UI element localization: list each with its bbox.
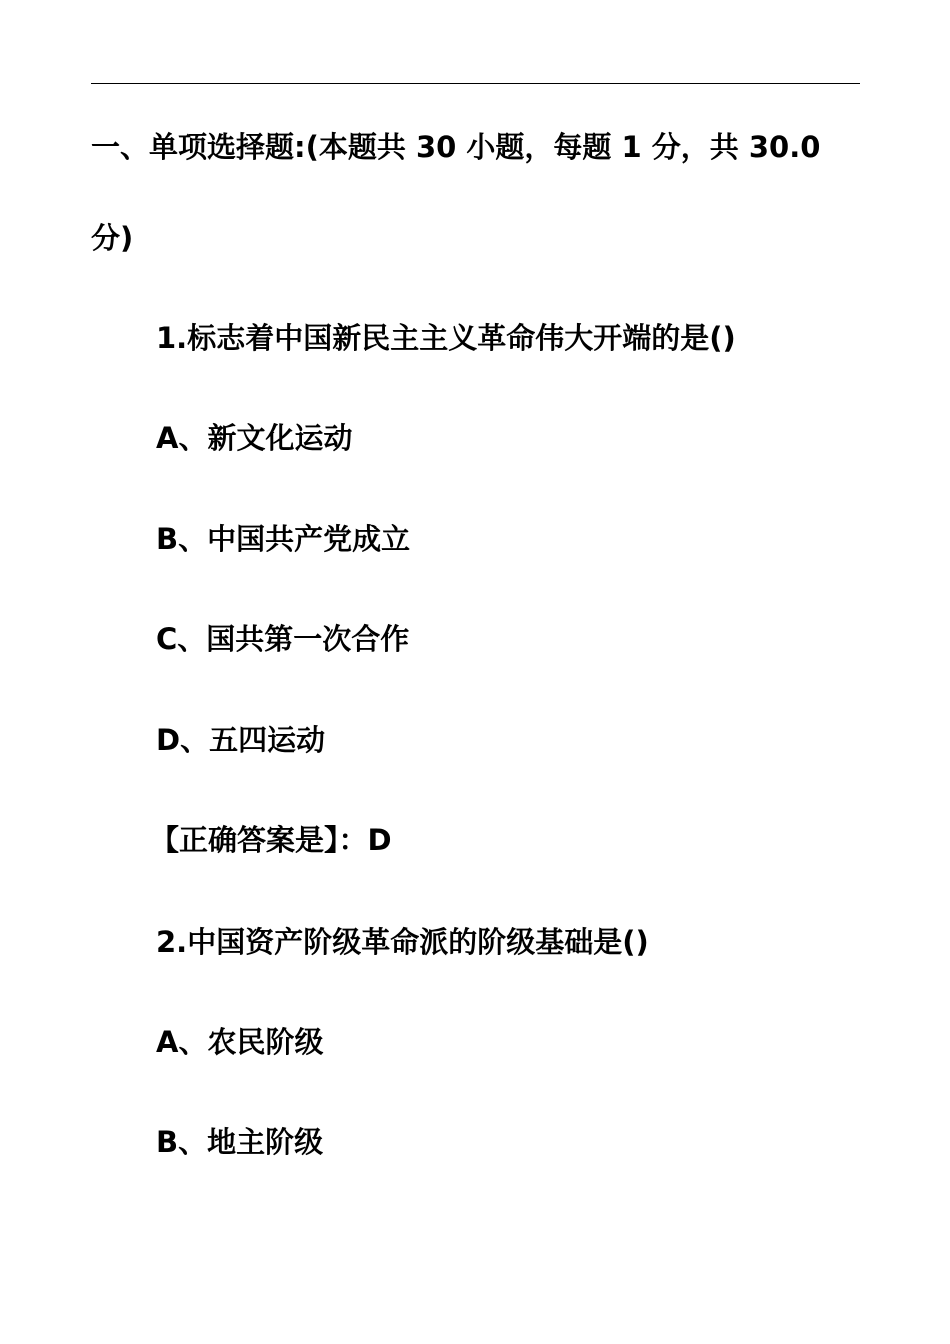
question-stem: 1.标志着中国新民主主义革命伟大开端的是() <box>156 321 736 355</box>
option-a: A、新文化运动 <box>156 421 353 455</box>
section-heading-continuation: 分) <box>91 221 134 255</box>
option-b: B、中国共产党成立 <box>156 522 411 556</box>
option-b: B、地主阶级 <box>156 1125 324 1159</box>
section-heading: 一、单项选择题:(本题共 30 小题，每题 1 分，共 30.0 <box>91 130 821 164</box>
top-rule <box>91 83 860 84</box>
option-d: D、五四运动 <box>156 723 326 757</box>
question-stem: 2.中国资产阶级革命派的阶级基础是() <box>156 925 649 959</box>
option-c: C、国共第一次合作 <box>156 622 410 656</box>
correct-answer: 【正确答案是】：D <box>150 823 392 857</box>
option-a: A、农民阶级 <box>156 1025 324 1059</box>
